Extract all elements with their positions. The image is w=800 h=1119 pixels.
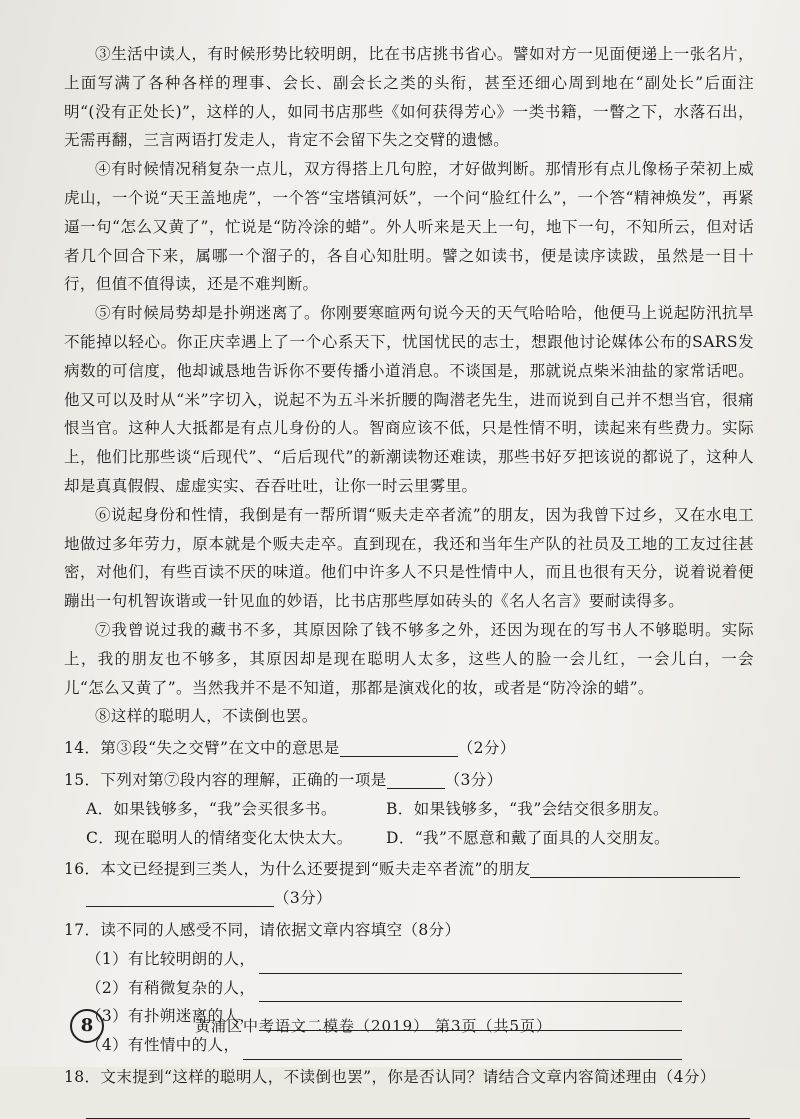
paragraph-8: ⑧这样的聪明人，不读倒也罢。 [95, 707, 318, 726]
question-17 [64, 916, 754, 945]
question-15-score: （3分） [444, 770, 503, 789]
question-16-text: 16．本文已经提到三类人，为什么还要提到“贩夫走卒者流”的朋友 [64, 860, 531, 879]
reading-passage [64, 40, 754, 1119]
paragraph-7: ⑦我曾说过我的藏书不多，其原因除了钱不够多之外，还因为现在的写书人不够聪明。实际上，我的朋友也不够多，其原因却是现在聪明人太多，这些人的脸一会儿红，一会儿白，一会儿“怎么又黄了”。当然我并不是不知道，那都是演戏化的妆，或者是“防冷涂的蜡”。 [64, 620, 754, 697]
question-14-answer-blank[interactable] [340, 738, 458, 757]
question-14 [64, 734, 754, 763]
question-17-text: 17．读不同的人感受不同，请依据文章内容填空（8分） [64, 920, 461, 939]
question-17-item-3-label: （3）有扑朔迷离的人， [86, 1007, 256, 1026]
question-17-item-1 [64, 945, 754, 974]
question-15 [64, 766, 754, 795]
question-17-item-2-label: （2）有稍微复杂的人， [86, 978, 256, 997]
paragraph-4: ④有时候情况稍复杂一点儿，双方得搭上几句腔，才好做判断。那情形有点儿像杨子荣初上威虎山，一个说“天王盖地虎”，一个答“宝塔镇河妖”，一个问“脸红什么”，一个答“精神焕发”，再紧逼一句“怎么又黄了”，忙说是“防冷涂的蜡”。外人听来是天上一句，地下一句，不知所云，但对话者几个回合下来，属哪一个溜子的，各自心知肚明。譬之如读书，便是读序读跋，虽然是一目十行，但值不值得读，还是不难判断。 [64, 160, 754, 294]
question-14-score: （2分） [457, 739, 516, 758]
question-16 [64, 855, 754, 884]
question-18-text: 18．文末提到“这样的聪明人，不读倒也罢”，你是否认同？请结合文章内容简述理由（4分） [64, 1067, 716, 1086]
question-17-item-2-blank[interactable] [259, 981, 682, 1002]
page-circle-number: 8 [70, 1009, 104, 1043]
page-footer [0, 1005, 800, 1045]
question-17-item-1-blank[interactable] [259, 953, 682, 974]
question-17-item-1-label: （1）有比较明朗的人， [86, 949, 256, 968]
paragraph-3: ③生活中读人，有时候形势比较明朗，比在书店挑书省心。譬如对方一见面便递上一张名片，上面写满了各种各样的理事、会长、副会长之类的头衔，甚至还细心周到地在“副处长”后面注明“(没有正处长)”，这样的人，如同书店那些《如何获得芳心》一类书籍，一瞥之下，水落石出，无需再翻，三言两语打发走人，肯定不会留下失之交臂的遗憾。 [64, 45, 754, 150]
question-16-score: （3分） [274, 889, 332, 908]
option-a[interactable]: A．如果钱够多，“我”会买很多书。 [86, 799, 337, 818]
question-14-text: 14．第③段“失之交臂”在文中的意思是 [64, 739, 340, 758]
question-16-answer-blank-2[interactable] [86, 888, 274, 907]
question-15-options [64, 795, 754, 853]
question-15-text: 15．下列对第⑦段内容的理解，正确的一项是 [64, 770, 387, 789]
footer-text: 黄浦区中考语文二模卷（2019） 第3页（共5页） [195, 1017, 553, 1035]
paragraph-6: ⑥说起身份和性情，我倒是有一帮所谓“贩夫走卒者流”的朋友，因为我曾下过乡，又在水电工地做过多年劳力，原本就是个贩夫走卒。直到现在，我还和当年生产队的社员及工地的工友过往甚密，对他们，有些百读不厌的味道。他们中许多人不只是性情中人，而且也很有天分，说着说着便蹦出一句机智诙谐或一针见血的妙语，比书店那些厚如砖头的《名人名言》要耐读得多。 [64, 505, 754, 611]
question-16-answer-blank-1[interactable] [530, 859, 740, 878]
question-17-item-4-label: （4）有性情中的人， [86, 1036, 240, 1055]
question-17-item-2 [64, 974, 754, 1003]
paragraph-5: ⑤有时候局势却是扑朔迷离了。你刚要寒暄两句说今天的天气哈哈哈，他便马上说起防汛抗旱不能掉以轻心。你正庆幸遇上了一个心系天下，忧国忧民的志士，想跟他讨论媒体公布的SARS发病数的可信度，他却诚恳地告诉你不要传播小道消息。不谈国是，那就说点柴米油盐的家常话吧。他又可以及时从“米”字切入，说起不为五斗米折腰的陶潜老先生，进而说到自己并不想当官，很痛恨当官。这种人大抵都是有点儿身份的人。智商应该不低，只是性情不明，读起来有些费力。实际上，他们比那些谈“后现代”、“后后现代”的新潮读物还难读，那些书好歹把该说的都说了，这种人却是真真假假、虚虚实实、吞吞吐吐，让你一时云里雾里。 [64, 304, 754, 495]
option-b[interactable]: B．如果钱够多，“我”会结交很多朋友。 [386, 799, 669, 818]
question-18-answer-line[interactable] [86, 1096, 750, 1119]
question-16-line-2 [64, 884, 754, 913]
option-d[interactable]: D．“我”不愿意和戴了面具的人交朋友。 [386, 828, 670, 847]
question-15-answer-blank[interactable] [387, 770, 445, 789]
question-18 [64, 1063, 754, 1092]
option-c[interactable]: C．现在聪明人的情绪变化太快太大。 [86, 828, 353, 847]
